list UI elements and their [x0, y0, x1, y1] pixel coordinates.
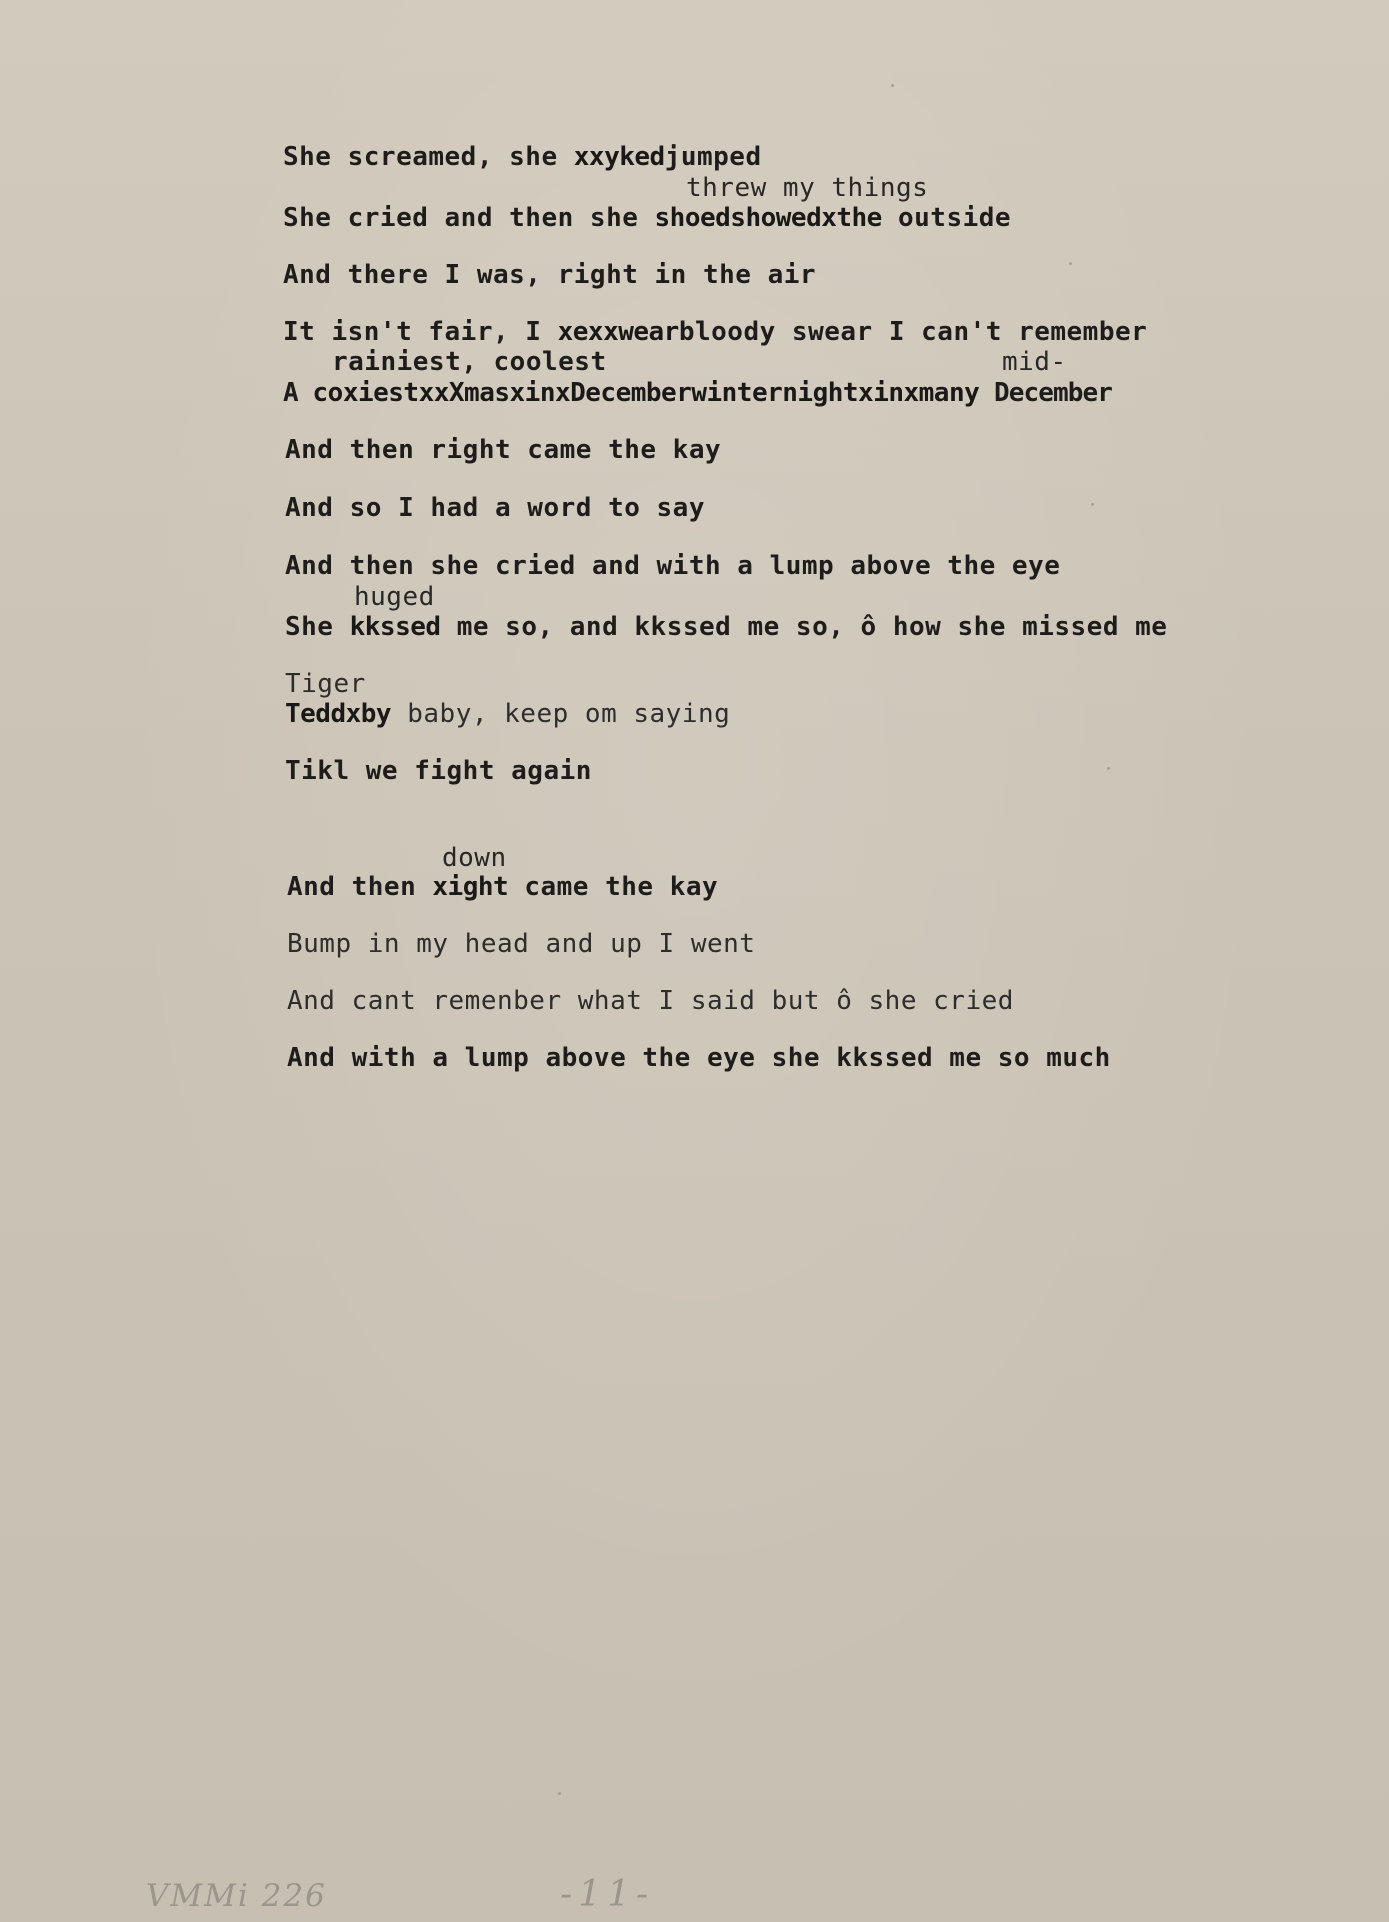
line-10: And then she cried and with a lump above the eye [285, 551, 1061, 581]
line-12: She kkssed me so, and kkssed me so, ô how she missed me [285, 612, 1168, 642]
line-19: And cant remenber what I said but ô she cried [287, 986, 1014, 1016]
line-20: And with a lump above the eye she kkssed me so much [287, 1043, 1111, 1073]
paper-speck [1107, 767, 1110, 770]
struck-text: xexxwear [557, 317, 679, 347]
struck-text: coxiestxxXmasxinxDecemberwinternightxinxmany [312, 378, 980, 408]
paper-speck [1091, 503, 1094, 506]
line-5: It isn't fair, I xexxwearbloody swear I can't remember [283, 317, 1148, 347]
line-1: She screamed, she xxykedjumped [283, 142, 762, 172]
struck-text: xxyked [573, 142, 665, 172]
paper-speck [558, 1792, 561, 1795]
paper-speck [891, 84, 894, 87]
insertion-line-6b: mid- [1002, 347, 1067, 377]
archive-mark: VMMi 226 [146, 1878, 327, 1914]
struck-text: shoedshowedxthe [654, 203, 882, 233]
line-7: A coxiestxxXmasxinxDecemberwinternightxinxmany December [283, 378, 1113, 408]
insertion-line-13: Tiger [285, 669, 366, 699]
insertion-line-6a: rainiest, coolest [332, 347, 607, 377]
line-8: And then right came the kay [285, 435, 722, 465]
insertion-line-11: huged [354, 582, 435, 612]
paper-speck [1069, 262, 1072, 265]
struck-text: xight [432, 872, 509, 902]
page-number: -11- [560, 1874, 655, 1915]
struck-text: Teddxby [285, 699, 392, 729]
line-9: And so I had a word to say [285, 493, 705, 523]
line-15: Tikl we fight again [285, 756, 592, 786]
struck-text: kkssed [349, 612, 441, 642]
line-4: And there I was, right in the air [283, 260, 817, 290]
line-3: She cried and then she shoedshowedxthe outside [283, 203, 1012, 233]
line-18: Bump in my head and up I went [287, 929, 756, 959]
insertion-line-2: threw my things [686, 173, 929, 203]
insertion-line-16: down [442, 843, 507, 873]
line-14: Teddxby baby, keep om saying [285, 699, 731, 729]
line-17: And then xight came the kay [287, 872, 719, 902]
